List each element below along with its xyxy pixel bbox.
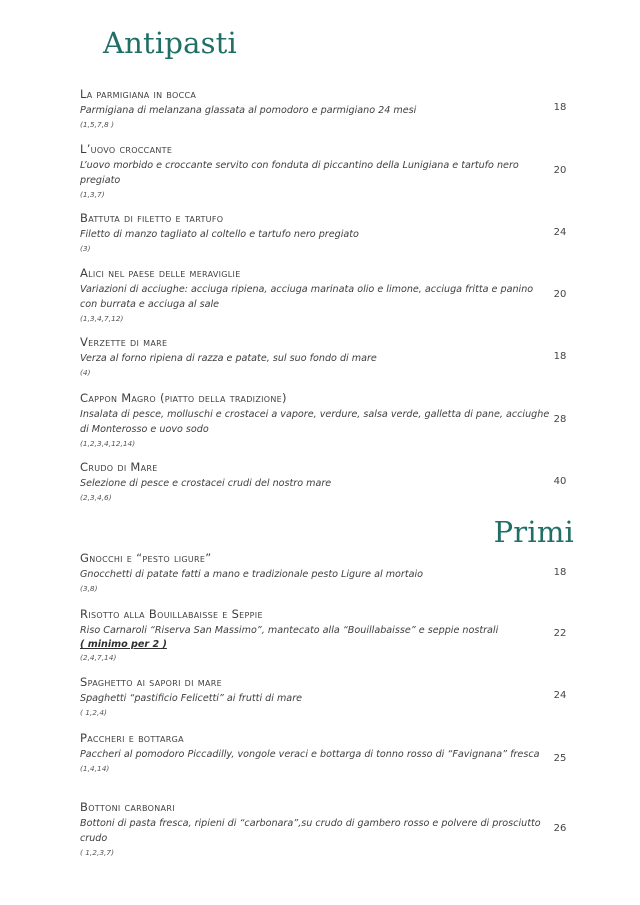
menu-item [80, 800, 550, 858]
item-price: 28 [553, 414, 567, 425]
menu-item [80, 460, 550, 503]
item-allergens: (3) [80, 244, 91, 253]
item-description: L’uovo morbido e croccante servito con fonduta di piccantino della Lunigiana e tartufo nero pregiato [80, 160, 519, 186]
item-description: Gnocchetti di patate fatti a mano e tradizionale pesto Ligure al mortaio [80, 569, 424, 580]
item-price: 18 [553, 351, 567, 362]
item-name: La parmigiana in bocca [80, 87, 197, 101]
item-allergens: (1,4,14) [80, 764, 110, 773]
item-description: Insalata di pesce, molluschi e crostacei a vapore, verdure, salsa verde, galletta di pane, acciughe di Monterosso e uovo sodo [80, 409, 550, 435]
menu-item [80, 266, 550, 324]
item-price: 26 [553, 823, 567, 834]
item-name: Crudo di Mare [80, 460, 158, 474]
item-description: Spaghetti “pastificio Felicetti” ai frutti di mare [80, 693, 303, 704]
item-price: 22 [553, 628, 567, 639]
item-description: Variazioni di acciughe: acciuga ripiena, acciuga marinata olio e limone, acciuga fritta e panino con burrata e acciuga al sale [80, 284, 534, 310]
section-title-antipasti: Antipasti [103, 26, 238, 60]
menu-item [80, 87, 550, 130]
item-description: Filetto di manzo tagliato al coltello e tartufo nero pregiato [80, 229, 359, 240]
item-minimum-note: ( minimo per 2 ) [80, 639, 167, 650]
item-description: Parmigiana di melanzana glassata al pomodoro e parmigiano 24 mesi [80, 105, 417, 116]
menu-item [80, 211, 550, 254]
item-description: Selezione di pesce e crostacei crudi del nostro mare [80, 478, 332, 489]
item-name: Alici nel paese delle meraviglie [80, 266, 241, 280]
item-price: 20 [553, 165, 567, 176]
item-allergens: ( 1,2,3,7) [80, 848, 114, 857]
item-name: Spaghetto ai sapori di mare [80, 675, 222, 689]
menu-item [80, 391, 550, 449]
item-allergens: (1,3,7) [80, 190, 105, 199]
item-name: Risotto alla Bouillabaisse e Seppie [80, 607, 263, 621]
item-name: Battuta di filetto e tartufo [80, 211, 224, 225]
item-name: Bottoni carbonari [80, 800, 175, 814]
item-name: Cappon Magro (piatto della tradizione) [80, 391, 287, 405]
item-allergens: (4) [80, 368, 91, 377]
item-price: 24 [553, 227, 567, 238]
item-price: 40 [553, 476, 567, 487]
item-name: Gnocchi e “pesto ligure” [80, 551, 212, 565]
item-name: Paccheri e bottarga [80, 731, 184, 745]
menu-item [80, 731, 550, 774]
item-description: Verza al forno ripiena di razza e patate, sul suo fondo di mare [80, 353, 377, 364]
item-allergens: (2,4,7,14) [80, 653, 117, 662]
item-allergens: (1,5,7,8 ) [80, 120, 114, 129]
item-allergens: (3,8) [80, 584, 98, 593]
item-name: Verzette di mare [80, 335, 168, 349]
menu-item [80, 551, 550, 594]
section-title-primi: Primi [493, 515, 574, 549]
item-price: 24 [553, 690, 567, 701]
item-price: 25 [553, 753, 567, 764]
item-price: 20 [553, 289, 567, 300]
item-allergens: (2,3,4,6) [80, 493, 112, 502]
item-allergens: ( 1,2,4) [80, 708, 107, 717]
menu-item [80, 142, 550, 200]
item-description: Bottoni di pasta fresca, ripieni di “carbonara”,su crudo di gambero rosso e polvere di prosciutto crudo [80, 818, 541, 844]
menu-item [80, 675, 550, 718]
menu-item [80, 607, 550, 663]
item-description: Paccheri al pomodoro Piccadilly, vongole veraci e bottarga di tonno rosso di “Favignana” fresca [80, 749, 540, 760]
item-allergens: (1,2,3,4,12,14) [80, 439, 136, 448]
item-name: L’uovo croccante [80, 142, 173, 156]
menu-item [80, 335, 550, 378]
item-description: Riso Carnaroli “Riserva San Massimo”, mantecato alla “Bouillabaisse” e seppie nostrali [80, 625, 499, 636]
item-allergens: (1,3,4,7,12) [80, 314, 124, 323]
item-price: 18 [553, 102, 567, 113]
item-price: 18 [553, 567, 567, 578]
